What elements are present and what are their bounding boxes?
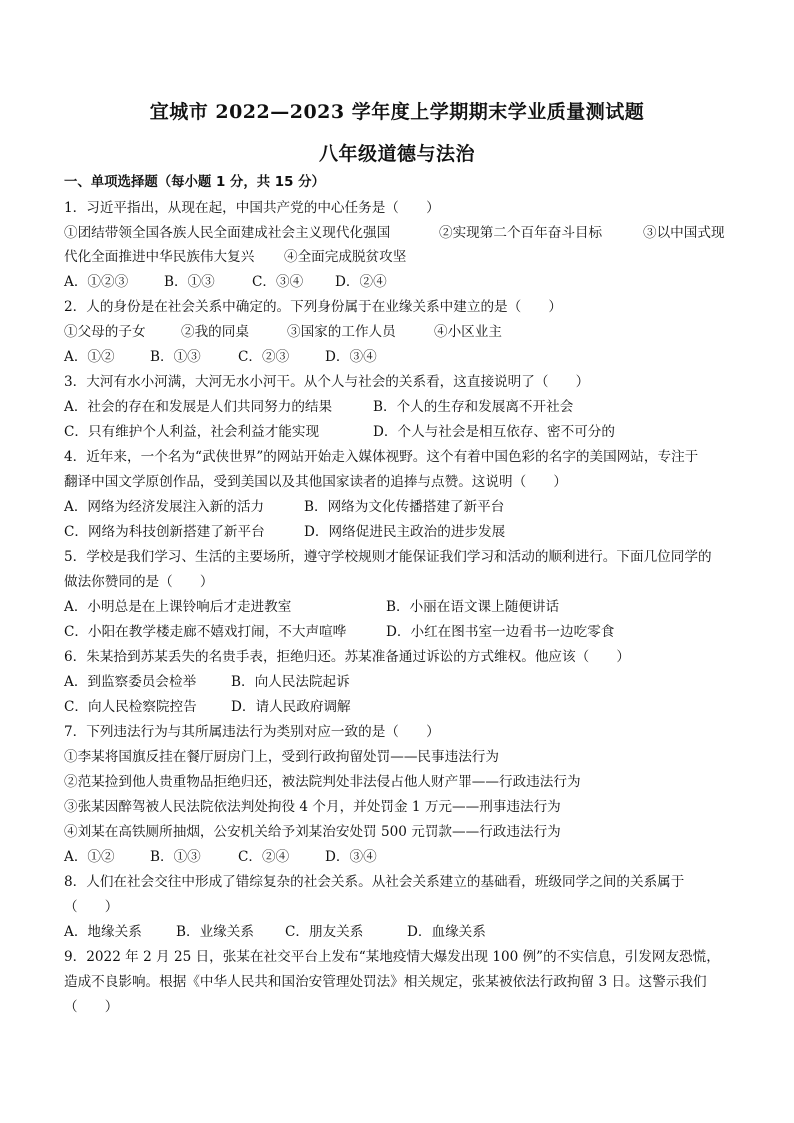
q9-stem-line3: （ ）: [64, 999, 119, 1015]
q3-stem: 3．大河有水小河满，大河无水小河干。从个人与社会的关系看，这直接说明了（ ）: [64, 374, 590, 390]
q6-options-line2: [64, 697, 351, 717]
q9-stem-line2: 造成不良影响。根据《中华人民共和国治安管理处罚法》相关规定，张某被依法行政拘留 3 日。这警示我们: [64, 974, 707, 990]
q2-item: ②我的同桌: [181, 324, 249, 340]
q2-option: D．③④: [325, 349, 377, 365]
q5-stem-line2: 做法你赞同的是（ ）: [64, 574, 214, 590]
q1-item: ④全面完成脱贫攻坚: [284, 249, 407, 265]
q7-item: ④刘某在高铁厕所抽烟，公安机关给予刘某治安处罚 500 元罚款——行政违法行为: [64, 824, 561, 840]
q5-option: D．小红在图书室一边看书一边吃零食: [386, 624, 615, 640]
q4-stem-line2: 翻译中国文学原创作品，受到美国以及其他国家读者的追捧与点赞。这说明（ ）: [64, 474, 567, 490]
q5-option: A．小明总是在上课铃响后才走进教室: [64, 599, 292, 615]
q6-option: D．请人民政府调解: [231, 699, 351, 715]
q1-item: 代化全面推进中华民族伟大复兴: [64, 249, 255, 265]
q1-option: B．①③: [164, 274, 215, 290]
q2-option: C．②③: [238, 349, 290, 365]
q7-option: C．②④: [238, 849, 290, 865]
q4-option: C．网络为科技创新搭建了新平台: [64, 524, 265, 540]
q2-stem: 2．人的身份是在社会关系中确定的。下列身份属于在业缘关系中建立的是（ ）: [64, 299, 563, 315]
q4-option: A．网络为经济发展注入新的活力: [64, 499, 265, 515]
q1-stem: 1．习近平指出，从现在起，中国共产党的中心任务是（ ）: [64, 200, 440, 216]
q1-items-line1: [64, 223, 725, 243]
q5-stem-line1: 5．学校是我们学习、生活的主要场所，遵守学校规则才能保证我们学习和活动的顺利进行。下面几位同学的: [64, 549, 712, 565]
q7-options: [64, 847, 377, 867]
q1-items-line2: [64, 247, 406, 267]
q1-option: C．③④: [252, 274, 304, 290]
q8-stem-line2: （ ）: [64, 899, 119, 915]
q7-option: B．①③: [150, 849, 201, 865]
q2-options: [64, 347, 377, 367]
q1-item: ②实现第二个百年奋斗目标: [439, 225, 603, 241]
q5-option: B．小丽在语文课上随便讲话: [386, 599, 560, 615]
q2-item: ④小区业主: [434, 324, 502, 340]
q1-item: ③以中国式现: [643, 225, 725, 241]
q1-item: ①团结带领全国各族人民全面建成社会主义现代化强国: [64, 225, 391, 241]
q7-option: D．③④: [325, 849, 377, 865]
q1-option: D．②④: [335, 274, 387, 290]
q2-item: ③国家的工作人员: [287, 324, 396, 340]
q8-options: [64, 922, 486, 942]
q7-item: ②范某捡到他人贵重物品拒绝归还，被法院判处非法侵占他人财产罪——行政违法行为: [64, 774, 581, 790]
exam-subject: 八年级道德与法治: [318, 143, 475, 165]
q7-option: A．①②: [64, 849, 115, 865]
q4-option: D．网络促进民主政治的进步发展: [304, 524, 506, 540]
q4-stem-line1: 4．近年来，一个名为“武侠世界”的网站开始走入媒体视野。这个有着中国色彩的名字的美国网站，专注于: [64, 449, 699, 465]
q8-option: B．业缘关系: [176, 924, 254, 940]
q8-option: D．血缘关系: [407, 924, 486, 940]
q4-options-line1: [64, 497, 504, 517]
q6-option: B．向人民法院起诉: [231, 674, 350, 690]
q8-option: C．朋友关系: [285, 924, 364, 940]
q7-item: ③张某因醉驾被人民法院依法判处拘役 4 个月，并处罚金 1 万元——刑事违法行为: [64, 799, 561, 815]
q2-item: ①父母的子女: [64, 324, 146, 340]
q8-stem-line1: 8．人们在社会交往中形成了错综复杂的社会关系。从社会关系建立的基础看，班级同学之间的关系属于: [64, 874, 685, 890]
q7-stem: 7．下列违法行为与其所属违法行为类别对应一致的是（ ）: [64, 724, 440, 740]
q6-options-line1: [64, 672, 350, 692]
q6-option: C．向人民检察院控告: [64, 699, 197, 715]
q3-options-line2: [64, 422, 615, 442]
q4-option: B．网络为文化传播搭建了新平台: [304, 499, 505, 515]
q5-options-line1: [64, 597, 559, 617]
q1-options: [64, 272, 387, 292]
q1-option: A．①②③: [64, 274, 129, 290]
q3-option: B．个人的生存和发展离不开社会: [373, 399, 574, 415]
q7-item: ①李某将国旗反挂在餐厅厨房门上，受到行政拘留处罚——民事违法行为: [64, 749, 499, 765]
q9-stem-line1: 9．2022 年 2 月 25 日，张某在社交平台上发布“某地疫情大爆发出现 100 例”的不实信息，引发网友恐慌，: [64, 949, 720, 965]
section-heading: 一、单项选择题（每小题 1 分，共 15 分）: [64, 175, 325, 190]
q6-stem: 6．朱某拾到苏某丢失的名贵手表，拒绝归还。苏某准备通过诉讼的方式维权。他应该（ ）: [64, 649, 630, 665]
q3-option: D．个人与社会是相互依存、密不可分的: [373, 424, 615, 440]
q8-option: A．地缘关系: [64, 924, 142, 940]
q5-options-line2: [64, 622, 614, 642]
q3-option: A．社会的存在和发展是人们共同努力的结果: [64, 399, 333, 415]
q2-items: [64, 322, 502, 342]
q2-option: B．①③: [150, 349, 201, 365]
q5-option: C．小阳在教学楼走廊不嬉戏打闹，不大声喧哗: [64, 624, 347, 640]
exam-title: 宜城市 2022—2023 学年度上学期期末学业质量测试题: [149, 101, 645, 123]
q4-options-line2: [64, 522, 505, 542]
q6-option: A．到监察委员会检举: [64, 674, 197, 690]
q3-options-line1: [64, 397, 573, 417]
q2-option: A．①②: [64, 349, 115, 365]
q3-option: C．只有维护个人利益，社会利益才能实现: [64, 424, 320, 440]
